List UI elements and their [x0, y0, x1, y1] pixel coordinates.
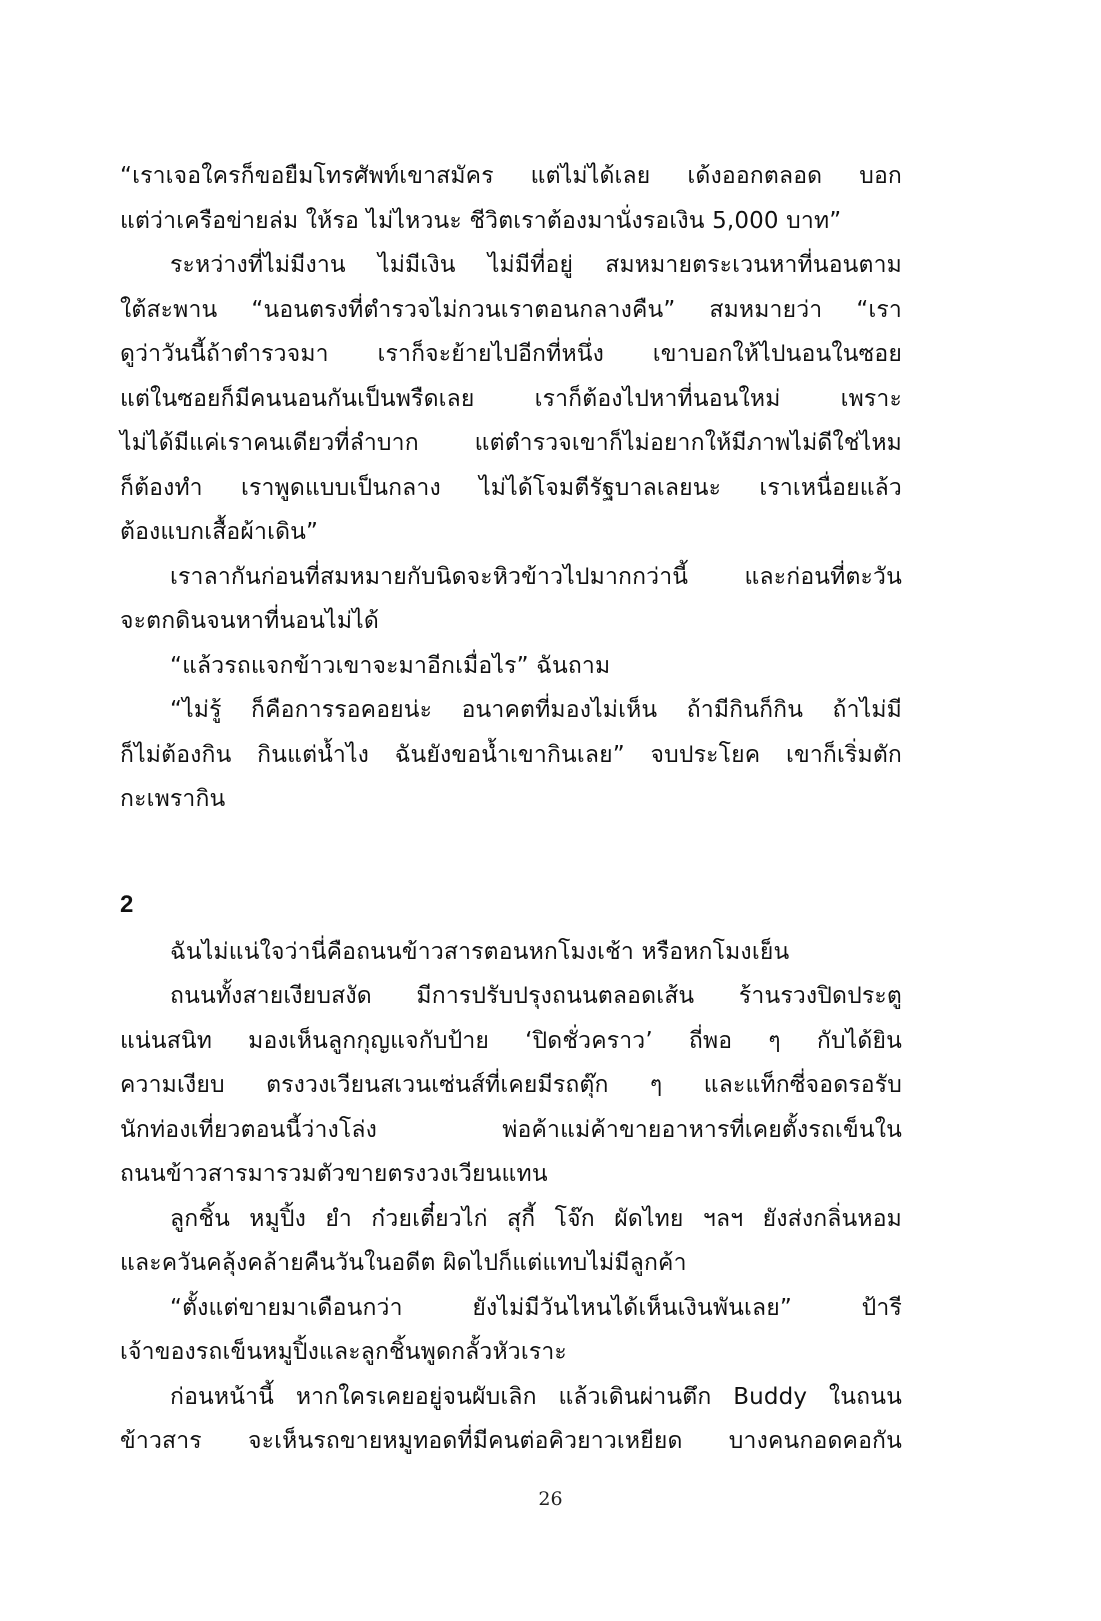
- paragraph: [120, 1286, 902, 1375]
- text-line: ก็ไม่ต้องกิน กินแต่น้ำไง ฉันยังขอน้ำเขากินเลย” จบประโยค เขาก็เริ่มตัก: [120, 741, 902, 768]
- paragraph: [120, 644, 902, 689]
- text-line: แต่ในซอยก็มีคนนอนกันเป็นพรืดเลย เราก็ต้องไปหาที่นอนใหม่ เพราะ: [120, 385, 902, 412]
- text-line: ต้องแบกเสื้อผ้าเดิน”: [120, 519, 319, 545]
- text-line: ใต้สะพาน “นอนตรงที่ตำรวจไม่กวนเราตอนกลางคืน” สมหมายว่า “เรา: [120, 296, 902, 323]
- text-line: นักท่องเที่ยวตอนนี้ว่างโล่ง พ่อค้าแม่ค้าขายอาหารที่เคยตั้งรถเข็นใน: [120, 1116, 902, 1143]
- paragraph: [120, 243, 902, 555]
- section-gap: [120, 822, 902, 880]
- paragraph: [120, 154, 902, 243]
- text-line: เราลากันก่อนที่สมหมายกับนิดจะหิวข้าวไปมากกว่านี้ และก่อนที่ตะวัน: [170, 563, 902, 590]
- text-line: “เราเจอใครก็ขอยืมโทรศัพท์เขาสมัคร แต่ไม่ได้เลย เด้งออกตลอด บอก: [120, 163, 902, 189]
- body-text: [120, 154, 902, 1464]
- section-b: [120, 880, 902, 1464]
- text-line: ก็ต้องทำ เราพูดแบบเป็นกลาง ไม่ได้โจมตีรัฐบาลเลยนะ เราเหนื่อยแล้ว: [120, 474, 902, 501]
- text-line: ก่อนหน้านี้ หากใครเคยอยู่จนผับเลิก แล้วเดินผ่านตึก Buddy ในถนน: [170, 1383, 902, 1410]
- text-line: ลูกชิ้น หมูปิ้ง ยำ ก๋วยเตี๋ยวไก่ สุกี้ โจ๊ก ผัดไทย ฯลฯ ยังส่งกลิ่นหอม: [170, 1205, 902, 1232]
- text-line: และควันคลุ้งคล้ายคืนวันในอดีต ผิดไปก็แต่แทบไม่มีลูกค้า: [120, 1250, 687, 1276]
- paragraph: [120, 974, 902, 1197]
- paragraph: [120, 930, 902, 975]
- text-line: เจ้าของรถเข็นหมูปิ้งและลูกชิ้นพูดกลั้วหัวเราะ: [120, 1339, 567, 1365]
- page-number: 26: [538, 1488, 563, 1510]
- text-line: ฉันไม่แน่ใจว่านี่คือถนนข้าวสารตอนหกโมงเช้า หรือหกโมงเย็น: [170, 938, 790, 965]
- paragraph: [120, 688, 902, 822]
- text-line: ระหว่างที่ไม่มีงาน ไม่มีเงิน ไม่มีที่อยู่ สมหมายตระเวนหาที่นอนตาม: [170, 252, 902, 278]
- paragraph: [120, 1197, 902, 1286]
- text-line: ข้าวสาร จะเห็นรถขายหมูทอดที่มีคนต่อคิวยาวเหยียด บางคนกอดคอกัน: [120, 1428, 902, 1454]
- text-line: ถนนทั้งสายเงียบสงัด มีการปรับปรุงถนนตลอดเส้น ร้านรวงปิดประตู: [170, 983, 902, 1009]
- text-line: กะเพรากิน: [120, 786, 226, 812]
- text-line: แน่นสนิท มองเห็นลูกกุญแจกับป้าย ‘ปิดชั่วคราว’ ถี่พอ ๆ กับได้ยิน: [120, 1027, 902, 1054]
- section-number: 2: [120, 890, 134, 918]
- paragraph: [120, 555, 902, 644]
- text-line: ไม่ได้มีแค่เราคนเดียวที่ลำบาก แต่ตำรวจเขาก็ไม่อยากให้มีภาพไม่ดีใช่ไหม: [120, 430, 902, 456]
- paragraph: [120, 1375, 902, 1464]
- text-line: ถนนข้าวสารมารวมตัวขายตรงวงเวียนแทน: [120, 1161, 548, 1187]
- text-line: “ไม่รู้ ก็คือการรอคอยน่ะ อนาคตที่มองไม่เห็น ถ้ามีกินก็กิน ถ้าไม่มี: [170, 697, 902, 723]
- section-a: [120, 154, 902, 822]
- text-line: แต่ว่าเครือข่ายล่ม ให้รอ ไม่ไหวนะ ชีวิตเราต้องมานั่งรอเงิน 5,000 บาท”: [120, 207, 842, 234]
- text-line: “แล้วรถแจกข้าวเขาจะมาอีกเมื่อไร” ฉันถาม: [170, 652, 611, 679]
- text-line: “ตั้งแต่ขายมาเดือนกว่า ยังไม่มีวันไหนได้เห็นเงินพันเลย” ป้ารี: [170, 1294, 902, 1321]
- text-line: ดูว่าวันนี้ถ้าตำรวจมา เราก็จะย้ายไปอีกที่หนึ่ง เขาบอกให้ไปนอนในซอย: [120, 341, 902, 367]
- text-line: จะตกดินจนหาที่นอนไม่ได้: [120, 608, 379, 634]
- text-line: ความเงียบ ตรงวงเวียนสเวนเซ่นส์ที่เคยมีรถตุ๊ก ๆ และแท็กซี่จอดรอรับ: [120, 1072, 902, 1098]
